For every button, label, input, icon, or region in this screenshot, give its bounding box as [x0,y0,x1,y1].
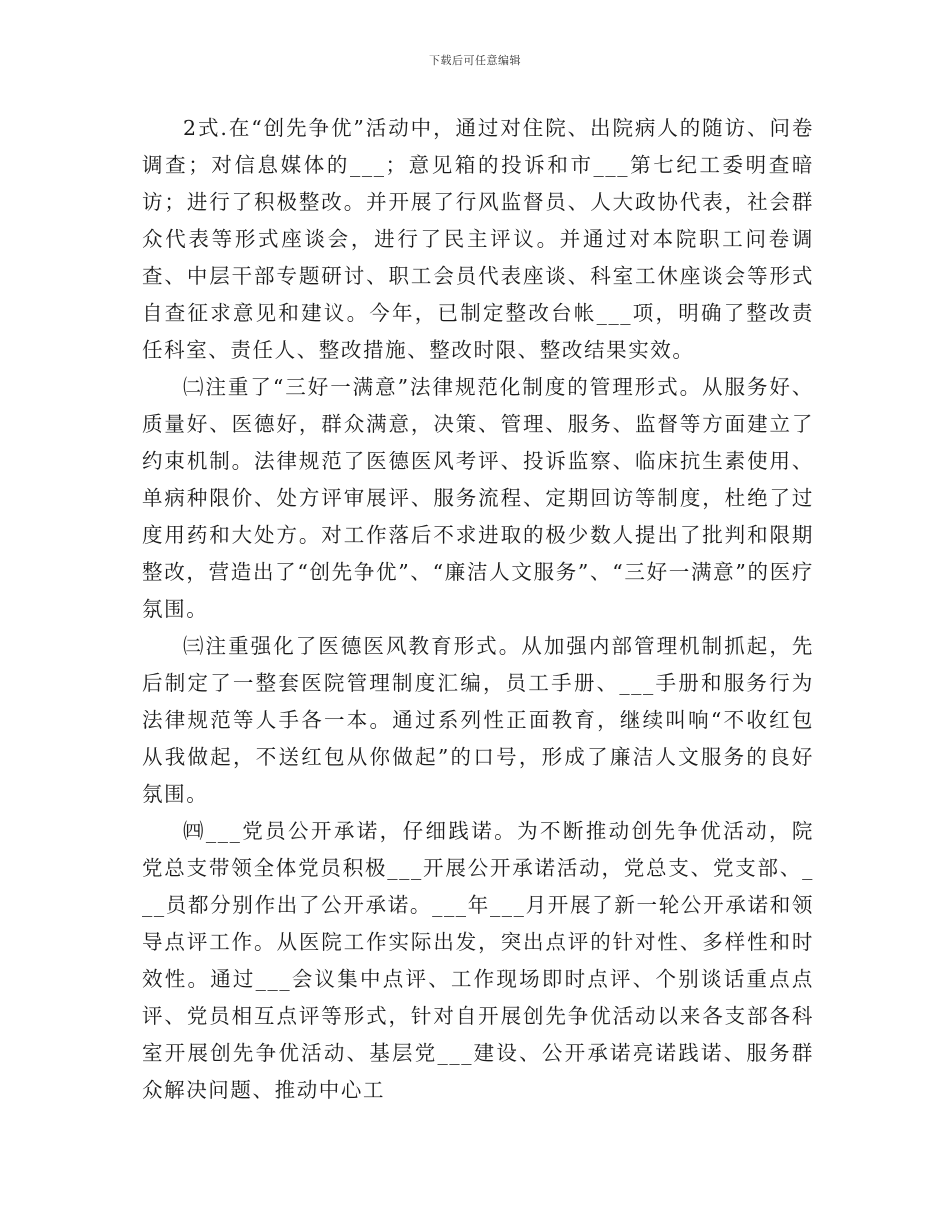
paragraph-1: 2式.在“创先争优”活动中，通过对住院、出院病人的随访、问卷调查；对信息媒体的___；意见箱的投诉和市___第七纪工委明查暗访；进行了积极整改。并开展了行风监督员、人大政协代表，社会群众代表等形式座谈会，进行了民主评议。并通过对本院职工问卷调查、中层干部专题研讨、职工会员代表座谈、科室工休座谈会等形式自查征求意见和建议。今年，已制定整改台帐___项，明确了整改责任科室、责任人、整改措施、整改时限、整改结果实效。 [142,116,814,362]
paragraph-4: ㈣___党员公开承诺，仔细践诺。为不断推动创先争优活动，院党总支带领全体党员积极___开展公开承诺活动，党总支、党支部、___员都分别作出了公开承诺。___年___月开展了新一轮公开承诺和领导点评工作。从医院工作实际出发，突出点评的针对性、多样性和时效性。通过___会议集中点评、工作现场即时点评、个别谈话重点点评、党员相互点评等形式，针对自开展创先争优活动以来各支部各科室开展创先争优活动、基层党___建设、公开承诺亮诺践诺、服务群众解决问题、推动中心工 [142,819,814,1102]
page-header-note: 下载后可任意编辑 [429,54,521,67]
paragraph-3: ㈢注重强化了医德医风教育形式。从加强内部管理机制抓起，先后制定了一整套医院管理制度汇编，员工手册、___手册和服务行为法律规范等人手各一本。通过系列性正面教育，继续叫响“不收红包从我做起，不送红包从你做起”的口号，形成了廉洁人文服务的良好氛围。 [142,634,814,806]
paragraph-2: ㈡注重了“三好一满意”法律规范化制度的管理形式。从服务好、质量好、医德好，群众满意，决策、管理、服务、监督等方面建立了约束机制。法律规范了医德医风考评、投诉监察、临床抗生素使用、单病种限价、处方评审展评、服务流程、定期回访等制度，杜绝了过度用药和大处方。对工作落后不求进取的极少数人提出了批判和限期整改，营造出了“创先争优”、“廉洁人文服务”、“三好一满意”的医疗氛围。 [142,375,814,621]
document-body [142,110,814,1109]
